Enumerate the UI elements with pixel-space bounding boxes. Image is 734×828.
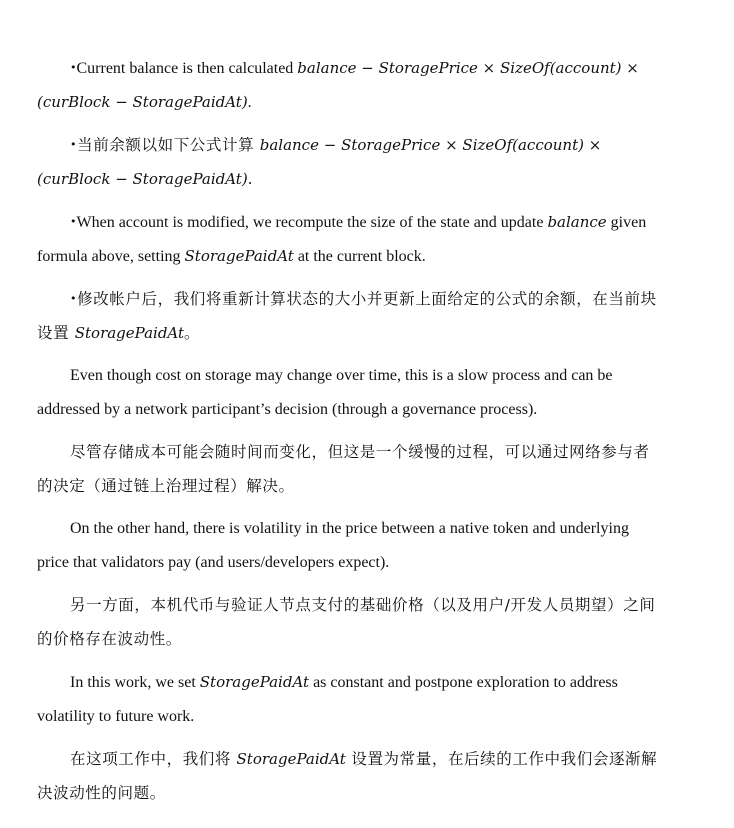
paragraph-account-modified-zh <box>37 282 697 350</box>
paragraph-future-work-en <box>37 666 697 733</box>
text: When account is modified, we recompute the size of the state and update <box>76 214 548 231</box>
bullet: • <box>70 215 77 228</box>
text: 在这项工作中，我们将 <box>70 750 237 768</box>
formula: (curBlock − StoragePaidAt) <box>37 92 248 111</box>
text: . <box>247 93 252 111</box>
text: as constant and postpone exploration to address <box>309 674 618 691</box>
text: 设置 <box>37 323 75 342</box>
paragraph-storage-cost-en <box>37 359 697 426</box>
paragraph-volatility-en <box>37 512 697 579</box>
formula: StoragePaidAt <box>74 323 185 342</box>
text: 。 <box>184 323 201 342</box>
formula: balance − StoragePrice × SizeOf(account) × <box>297 59 639 77</box>
formula: balance − StoragePrice × SizeOf(account) × <box>259 136 602 154</box>
formula: StoragePaidAt <box>236 750 346 768</box>
text: 的价格存在波动性。 <box>37 629 182 648</box>
text: at the current block. <box>293 247 426 265</box>
text: Even though cost on storage may change over time, this is a slow process and can be <box>70 367 613 384</box>
paragraph-volatility-zh <box>37 589 697 656</box>
text: In this work, we set <box>70 674 200 691</box>
bullet: • <box>70 292 78 305</box>
text: 修改帐户后，我们将重新计算状态的大小并更新上面给定的公式的余额，在当前块 <box>77 290 657 308</box>
text: On the other hand, there is volatility in the price between a native token and underlying <box>70 520 629 537</box>
formula: StoragePaidAt <box>199 673 310 691</box>
formula: StoragePaidAt <box>184 246 294 265</box>
bullet: • <box>70 61 77 74</box>
text: 尽管存储成本可能会随时间而变化，但这是一个缓慢的过程，可以通过网络参与者 <box>70 443 650 461</box>
text: addressed by a network participant’s decision (through a governance process). <box>37 400 538 418</box>
text: . <box>247 169 254 188</box>
text: 当前余额以如下公式计算 <box>77 136 260 154</box>
text: 决波动性的问题。 <box>37 783 166 802</box>
paragraph-balance-formula-en <box>37 51 697 119</box>
text: 的决定（通过链上治理过程）解决。 <box>37 476 295 495</box>
text: formula above, setting <box>37 247 185 265</box>
paragraph-account-modified-en <box>37 205 697 273</box>
text: 另一方面，本机代币与验证人节点支付的基础价格（以及用户/开发人员期望）之间 <box>70 596 656 614</box>
text: price that validators pay (and users/developers expect). <box>37 553 390 571</box>
paragraph-storage-cost-zh <box>37 436 697 503</box>
text: volatility to future work. <box>37 707 195 725</box>
text: given <box>606 214 647 231</box>
text: 设置为常量，在后续的工作中我们会逐渐解 <box>345 750 658 768</box>
text: Current balance is then calculated <box>76 60 298 77</box>
paragraph-future-work-zh <box>37 743 697 810</box>
paragraph-balance-formula-zh <box>37 128 697 196</box>
bullet: • <box>70 138 78 151</box>
formula: balance <box>547 213 607 231</box>
formula: (curBlock − StoragePaidAt) <box>37 169 248 188</box>
